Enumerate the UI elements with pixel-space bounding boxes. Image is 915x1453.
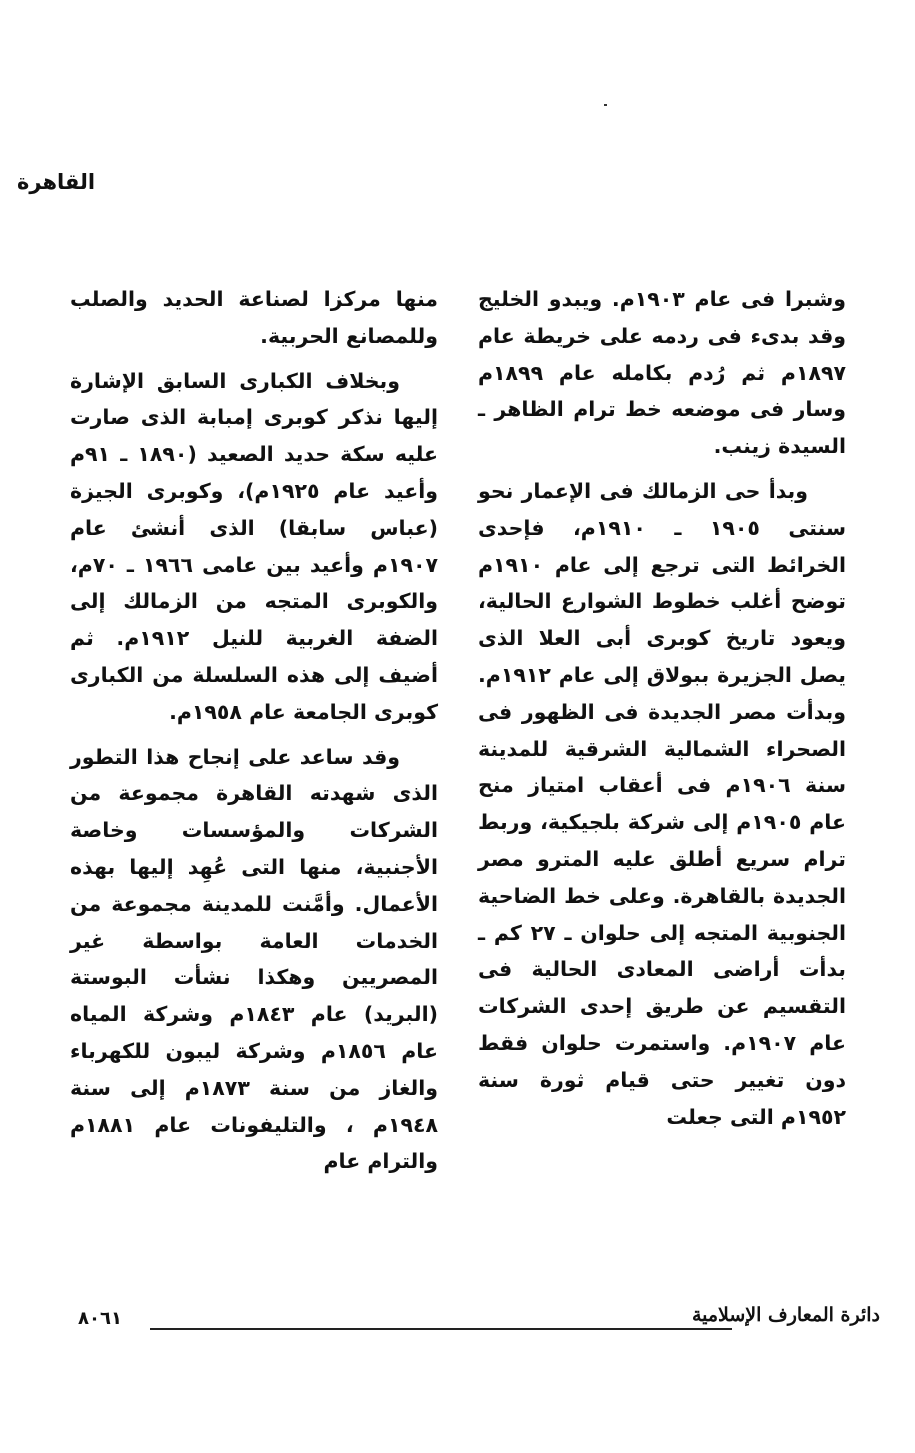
right-paragraph-1: وشبرا فى عام ١٩٠٣م. ويبدو الخليج وقد بدىء فى ردمه على خريطة عام ١٨٩٧م ثم رُدم بكامله عام ١٨٩٩م وسار فى موضعه خط ترام الظاهر ـ السيدة زينب.	[478, 287, 846, 459]
scan-speck	[604, 104, 607, 106]
page-number: ٨٠٦١	[78, 1308, 122, 1329]
footer-title: دائرة المعارف الإسلامية	[691, 1304, 880, 1326]
footer-rule	[150, 1328, 732, 1330]
left-column	[70, 281, 438, 1180]
page-footer	[70, 1304, 880, 1334]
left-paragraph-2: وبخلاف الكبارى السابق الإشارة إليها نذكر كوبرى إمبابة الذى صارت عليه سكة حديد الصعيد (١٨٩٠ ـ ٩١م وأعيد عام ١٩٢٥م)، وكوبرى الجيزة (عباس سابقا) الذى أنشئ عام ١٩٠٧م وأعيد بين عامى ١٩٦٦ ـ ٧٠م، والكوبرى المتجه من الزمالك إلى الضفة الغربية للنيل ١٩١٢م. ثم أضيف إلى هذه السلسلة من الكبارى كوبرى الجامعة عام ١٩٥٨م.	[70, 368, 439, 724]
right-column	[478, 281, 846, 1135]
left-paragraph-3: وقد ساعد على إنجاح هذا التطور الذى شهدته القاهرة مجموعة من الشركات والمؤسسات وخاصة الأجنبية، منها التى عُهِد إليها بهذه الأعمال. وأمَّنت للمدينة مجموعة من الخدمات العامة بواسطة غير المصريين وهكذا نشأت البوستة (البريد) عام ١٨٤٣م وشركة المياه عام ١٨٥٦م وشركة ليبون للكهرباء والغاز من سنة ١٨٧٣م إلى سنة ١٩٤٨م ، والتليفونات عام ١٨٨١م والترام عام	[70, 744, 438, 1174]
right-paragraph-2: وبدأ حى الزمالك فى الإعمار نحو سنتى ١٩٠٥ ـ ١٩١٠م، فإحدى الخرائط التى ترجع إلى عام ١٩١٠م توضح أغلب خطوط الشوارع الحالية، ويعود تاريخ كوبرى أبى العلا الذى يصل الجزيرة ببولاق إلى عام ١٩١٢م. وبدأت مصر الجديدة فى الظهور فى الصحراء الشمالية الشرقية للمدينة سنة ١٩٠٦م فى أعقاب امتياز منح عام ١٩٠٥م إلى شركة بلجيكية، وربط ترام سريع أطلق عليه المترو مصر الجديدة بالقاهرة. وعلى خط الضاحية الجنوبية المتجه إلى حلوان ـ ٢٧ كم ـ بدأت أراضى المعادى الحالية فى التقسيم عن طريق إحدى الشركات عام ١٩٠٧م. واستمرت حلوان فقط دون تغيير حتى قيام ثورة سنة ١٩٥٢م التى جعلت	[478, 478, 846, 1129]
running-head: القاهرة	[17, 170, 96, 194]
left-paragraph-1: منها مركزا لصناعة الحديد والصلب وللمصانع الحربية.	[70, 287, 438, 348]
